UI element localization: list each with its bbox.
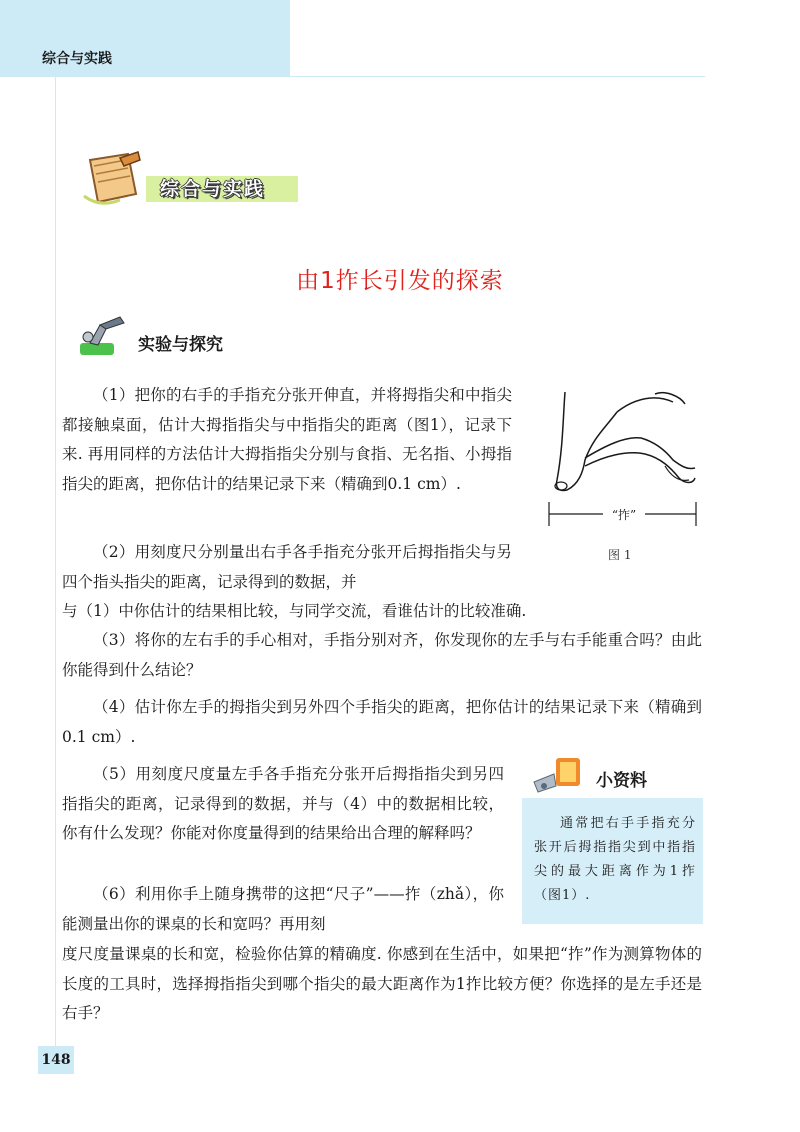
paragraph-1: （1）把你的右手的手指充分张开伸直，并将拇指尖和中指尖都接触桌面，估计大拇指指尖与中指指尖的距离（图1），记录下来. 再用同样的方法估计大拇指指尖分别与食指、无名指、小拇指指尖的距离，把你估计的结果记录下来（精确到0.1 cm）. [62, 386, 512, 493]
sidebar-title: 小资料 [596, 771, 647, 791]
header-divider [290, 76, 705, 77]
paragraph-4: （4）估计你左手的拇指尖到另外四个手指尖的距离，把你估计的结果记录下来（精确到0.1 cm）. [62, 698, 702, 746]
microscope-icon [76, 315, 134, 359]
running-header: 综合与实践 [42, 51, 112, 67]
figure-label: “拃” [611, 508, 637, 522]
subsection-heading: 实验与探究 [138, 335, 223, 355]
figure-caption: 图 1 [608, 548, 632, 562]
paragraph-2b: 与（1）中你估计的结果相比较，与同学交流，看谁估计的比较准确. [62, 602, 527, 620]
hand-span-figure [545, 388, 700, 538]
page-number: 148 [38, 1046, 74, 1074]
paragraph-6a: （6）利用你手上随身携带的这把“尺子”——拃（zhǎ），你能测量出你的课桌的长和宽吗？再用刻 [62, 885, 504, 933]
paragraph-2a: （2）用刻度尺分别量出右手各手指充分张开后拇指指尖与另四个指头指尖的距离，记录得到的数据，并 [62, 543, 512, 591]
paragraph-3: （3）将你的左右手的手心相对，手指分别对齐，你发现你的左手与右手能重合吗？由此你能得到什么结论？ [62, 631, 702, 679]
notebook-icon [80, 150, 146, 210]
left-margin-rule [55, 77, 56, 1072]
page-title: 由1拃长引发的探索 [296, 268, 504, 294]
info-note-icon [530, 752, 590, 798]
section-banner-title: 综合与实践 [160, 178, 266, 200]
sidebar-text: 通常把右手手指充分张开后拇指指尖到中指指尖的最大距离作为1拃（图1）. [534, 816, 696, 903]
paragraph-5: （5）用刻度尺度量左手各手指充分张开后拇指指尖到另四指指尖的距离，记录得到的数据，并与（4）中的数据相比较，你有什么发现？你能对你度量得到的结果给出合理的解释吗？ [62, 765, 504, 842]
paragraph-6b: 度尺度量课桌的长和宽，检验你估算的精确度. 你感到在生活中，如果把“拃”作为测算物体的长度的工具时，选择拇指指尖到哪个指尖的最大距离作为1拃比较方便？你选择的是左手还是右手？ [62, 945, 702, 1022]
